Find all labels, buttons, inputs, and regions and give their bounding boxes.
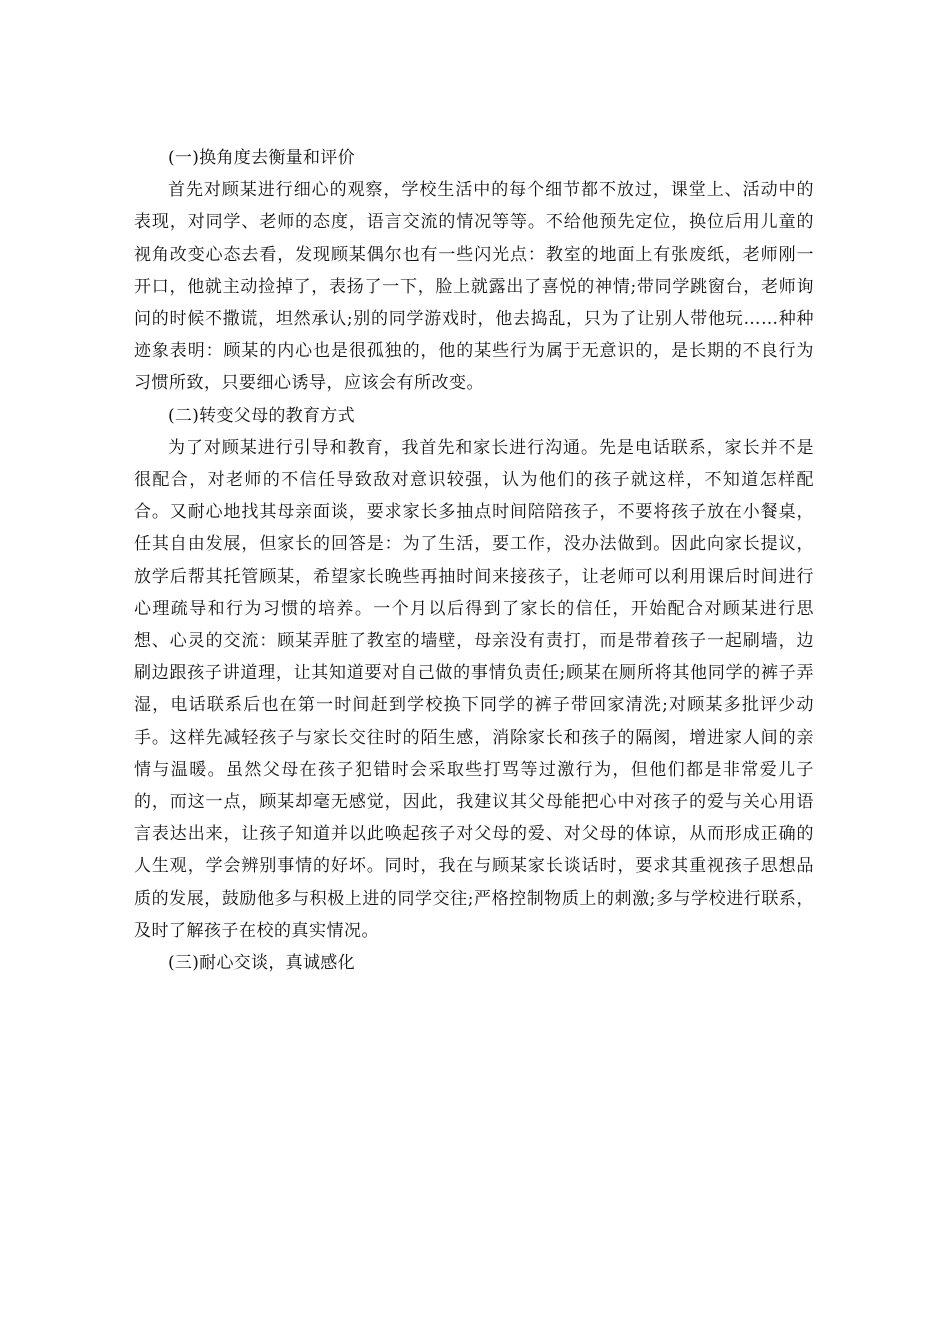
section-heading-3: (三)耐心交谈，真诚感化 bbox=[168, 953, 355, 974]
section-2-paragraph: 为了对顾某进行引导和教育，我首先和家长进行沟通。先是电话联系，家长并不是很配合，对老师的不信任导致敌对意识较强，认为他们的孩子就这样，不知道怎样配合。又耐心地找其母亲面谈，要求家长多抽点时间陪陪孩子，不要将孩子放在小餐桌，任其自由发展，但家长的回答是：为了生活，要工作，没办法做到。因此向家长提议，放学后帮其托管顾某，希望家长晚些再抽时间来接孩子，让老师可以利用课后时间进行心理疏导和行为习惯的培养。一个月以后得到了家长的信任，开始配合对顾某进行思想、心灵的交流：顾某弄脏了教室的墙壁，母亲没有责打，而是带着孩子一起刷墙，边刷边跟孩子讲道理，让其知道要对自己做的事情负责任;顾某在厕所将其他同学的裤子弄湿，电话联系后也在第一时间赶到学校换下同学的裤子带回家清洗;对顾某多批评少动手。这样先减轻孩子与家长交往时的陌生感，消除家长和孩子的隔阂，增进家人间的亲情与温暖。虽然父母在孩子犯错时会采取些打骂等过激行为，但他们都是非常爱儿子的，而这一点，顾某却毫无感觉，因此，我建议其父母能把心中对孩子的爱与关心用语言表达出来，让孩子知道并以此唤起孩子对父母的爱、对父母的体谅，从而形成正确的人生观，学会辨别事情的好坏。同时，我在与顾某家长谈话时，要求其重视孩子思想品质的发展，鼓励他多与积极上进的同学交往;严格控制物质上的刺激;多与学校进行联系，及时了解孩子在校的真实情况。 bbox=[134, 437, 814, 941]
document-body bbox=[134, 142, 814, 979]
section-heading-2: (二)转变父母的教育方式 bbox=[168, 405, 355, 426]
section-1-paragraph: 首先对顾某进行细心的观察，学校生活中的每个细节都不放过，课堂上、活动中的表现，对同学、老师的态度，语言交流的情况等等。不给他预先定位，换位后用儿童的视角改变心态去看，发现顾某偶尔也有一些闪光点：教室的地面上有张废纸，老师刚一开口，他就主动捡掉了，表扬了一下，脸上就露出了喜悦的神情;带同学跳窗台，老师询问的时候不撒谎，坦然承认;别的同学游戏时，他去捣乱，只为了让别人带他玩……种种迹象表明：顾某的内心也是很孤独的，他的某些行为属于无意识的，是长期的不良行为习惯所致，只要细心诱导，应该会有所改变。 bbox=[134, 180, 814, 394]
section-heading-1: (一)换角度去衡量和评价 bbox=[168, 148, 355, 168]
